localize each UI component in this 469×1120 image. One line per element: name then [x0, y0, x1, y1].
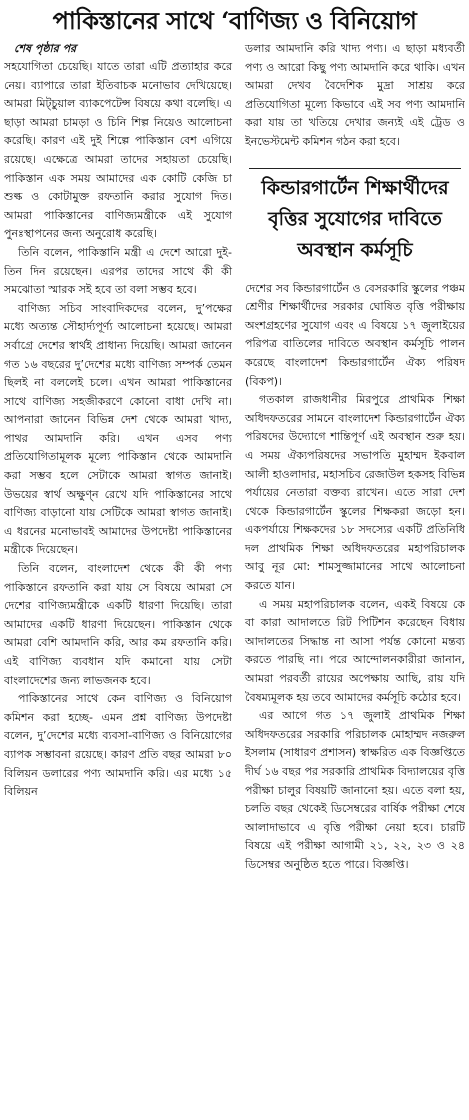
right-column: [239, 40, 465, 1108]
article-paragraph: এ সময় মহাপরিচালক বলেন, একই বিষয়ে কে বা কারা আদালতে রিট পিটিশন করেছেন বিধায় আদালতের সিদ্ধান্ত না আসা পর্যন্ত কোনো মন্তব্য করতে পারছি না। পরে আন্দোলনকারীরা জানান, আমরা পরবর্তী রায়ের অপেক্ষায় আছি, রায় যদি বৈষম্যমূলক হয় তবে আমাদের কর্মসূচি কঠোর হবে।: [245, 597, 465, 704]
article-paragraph: দেশের সব কিন্ডারগার্টেন ও বেসরকারি স্কুলের পঞ্চম শ্রেণীর শিক্ষার্থীদের সরকার ঘোষিত বৃত্তি পরীক্ষায় অংশগ্রহণের সুযোগ এবং এ বিষয়ে ১৭ জুলাইয়ের পরিপত্র বাতিলের দাবিতে অবস্থান কর্মসূচি পালন করেছে বাংলাদেশ কিন্ডারগার্টেন ঐক্য পরিষদ (বিকপ)।: [245, 281, 465, 388]
left-paragraph: তিনি বলেন, পাকিস্তানি মন্ত্রী এ দেশে আরো দুই-তিন দিন রয়েছেন। এরপর তাদের সাথে কী কী সমঝোতা স্মারক সই হবে তা বলা সম্ভব হবে।: [4, 245, 232, 297]
left-paragraph: বাণিজ্য সচিব সাংবাদিকদের বলেন, দু’পক্ষের মধ্যে অত্যন্ত সৌহার্দ্যপূর্ণ্য আলোচনা হয়েছে। আমরা সর্বাগ্রে দেশের স্বার্থই প্রাধান্য দিয়েছি। আমরা জানেন গত ১৬ বছরের দু’দেশের মধ্যে বাণিজ্য সম্পর্ক তেমন ছিলই না বললেই চলে। এখন আমরা পাকিস্তানের সাথে বাণিজ্য সহজীকরণে কোনো বাধা দেখি না। আপনারা জানেন বিভিন্ন দেশ থেকে আমরা খাদ্য, পাথর আমদানি করি। এখন এসব পণ্য প্রতিযোগিতামূলক মূল্যে পাকিস্তান থেকে আমদানি করা সম্ভব হলে সেটাকে আমরা স্বাগত জানাই। উভয়ের স্বার্থ অক্ষুণ্ন রেখে যদি পাকিস্তানের সাথে বাণিজ্য বাড়ানো যায় সেটিকে আমরা স্বাগত জানাই। এ ধরনের মনোভাবই আমাদের উপদেষ্টা পাকিস্তানের মন্ত্রীকে দিয়েছেন।: [4, 301, 232, 557]
continuation-kicker: শেষ পৃষ্ঠার পর: [14, 42, 77, 55]
left-paragraph: তিনি বলেন, বাংলাদেশ থেকে কী কী পণ্য পাকিস্তানে রফতানি করা যায় সে বিষয়ে আমরা সে দেশের বাণিজ্যমন্ত্রীকে একটি ধারণা দিয়েছি। তারা আমাদের একটি ধারণা দিয়েছেন। পাকিস্তান থেকে আমরা বেশি আমদানি করি, আর কম রফতানি করি। এই বাণিজ্য ব্যবধান যদি কমানো যায় সেটা বাংলাদেশের জন্য লাভজনক হবে।: [4, 562, 232, 687]
left-paragraph: পাকিস্তানের সাথে কেন বাণিজ্য ও বিনিয়োগ কমিশন করা হচ্ছে- এমন প্রশ্ন বাণিজ্য উপদেষ্টা বলেন, দু’দেশের মধ্যে ব্যবসা-বাণিজ্য ও বিনিয়োগের ব্যাপক সম্ভাবনা রয়েছে। কারণ প্রতি বছর আমরা ৮০ বিলিয়ন ডলারের পণ্য আমদানি করি। এর মধ্যে ১৫ বিলিয়ন: [4, 692, 232, 799]
article-paragraph: এর আগে গত ১৭ জুলাই প্রাথমিক শিক্ষা অধিদফতরের সরকারি পরিচালক মোহাম্মদ নজরুল ইসলাম (সাধারণ প্রশাসন) স্বাক্ষরিত এক বিজ্ঞপ্তিতে দীর্ঘ ১৬ বছর পর সরকারি প্রাথমিক বিদ্যালয়ের বৃত্তি পরীক্ষা চালুর বিষয়টি জানানো হয়। এতে বলা হয়, চলতি বছর থেকেই ডিসেম্বরের বার্ষিক পরীক্ষা শেষে আলাদাভাবে এ বৃত্তি পরীক্ষা নেয়া হবে। চারটি বিষয়ে এই পরীক্ষা আগামী ২১, ২২, ২৩ ও ২৪ ডিসেম্বর অনুষ্ঠিত হতে পারে। বিজ্ঞপ্তি।: [245, 709, 465, 871]
left-column: [4, 40, 239, 1108]
headline: পাকিস্তানের সাথে ‘বাণিজ্য ও বিনিয়োগ: [52, 6, 417, 35]
article-columns: [0, 40, 469, 1108]
article-paragraph: গতকাল রাজধানীর মিরপুরে প্রাথমিক শিক্ষা অধিদফতরের সামনে বাংলাদেশ কিন্ডারগার্টেন ঐক্য পরিষদের উদ্যোগে শান্তিপূর্ণ এই অবস্থান শুরু হয়। এ সময় ঐক্যপরিষদের সভাপতি মুহাম্মদ ইকবাল আলী হাওলাদার, মহাসচিব রেজাউল হকসহ বিভিন্ন পর্যায়ের নেতারা বক্তব্য রাখেন। এতে সারা দেশ থেকে কিন্ডারগার্টেন স্কুলের শিক্ষকরা জড়ো হন। একপর্যায়ে শিক্ষকদের ১৮ সদস্যের একটি প্রতিনিধি দল প্রাথমিক শিক্ষা অধিদফতরের মহাপরিচালক আবু নূর মো: শামসুজ্জামানের সাথে আলোচনা করতে যান।: [245, 393, 465, 593]
second-article-headline: কিন্ডারগার্টেন শিক্ষার্থীদের বৃত্তির সুযোগের দাবিতে অবস্থান কর্মসূচি: [249, 168, 461, 266]
continuation-paragraph: ডলার আমদানি করি খাদ্য পণ্য। এ ছাড়া মধ্যবর্তী পণ্য ও আরো কিছু পণ্য আমদানি করে থাকি। এখন আমরা দেখব বৈদেশিক মুদ্রা সাশ্রয় করে প্রতিযোগিতা মূল্যে কিভাবে এই সব পণ্য আমদানি করা যায় তা খতিয়ে দেখার জন্যই এই ট্রেড ও ইনভেস্টমেন্ট কমিশন গঠন করা হবে।: [245, 42, 465, 148]
left-paragraph: সহযোগিতা চেয়েছি। যাতে তারা এটি প্রত্যাহার করে নেয়। ব্যাপারে তারা ইতিবাচক মনোভাব দেখিয়েছে। আমরা মিট্চুয়াল ব্যাকপেটেন্স বিষয়ে কথা বলেছি। এ ছাড়া আমরা চামড়া ও চিনি শিল্প নিয়েও আলোচনা করেছি। কারণ এই দুই শিল্পে পাকিস্তান বেশ এগিয়ে রয়েছে। এক্ষেত্রে আমরা তাদের সহায়তা চেয়েছি। পাকিস্তান এক সময় আমাদের এক কোটি কেজি চা শুল্ক ও কোটামুক্ত রফতানি করার সুযোগ দিত। আমরা পাকিস্তানের বাণিজ্যমন্ত্রীকে এই সুযোগ পুনঃস্থাপনের জন্য অনুরোধ করেছি।: [4, 60, 232, 241]
